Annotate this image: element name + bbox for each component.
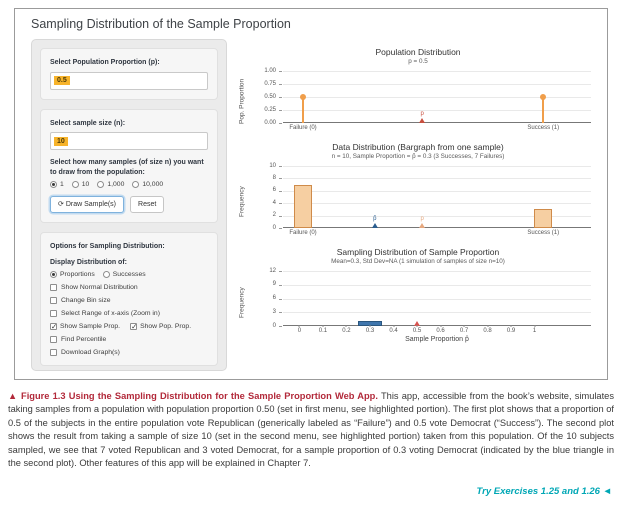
show-pop-prop-option[interactable] (130, 323, 191, 330)
checkbox-label: Select Range of x-axis (Zoom in) (61, 310, 160, 317)
y-tick-label: 0 (272, 322, 276, 329)
gridline (283, 84, 591, 85)
sample-size-panel (40, 109, 218, 224)
y-axis-label: Frequency (238, 186, 246, 217)
y-tick-label: 0.00 (264, 119, 276, 126)
gridline (283, 71, 591, 72)
option-label: Successes (112, 271, 146, 278)
y-tick-label: 3 (272, 308, 276, 315)
x-tick-mark (299, 325, 300, 327)
caption-body: This app, accessible from the book’s website, simulates taking samples from a population with population proportion 0.50 (set in first menu, see highlighted portion). The first plot shows that a proportion of 0.5 of the subjects in the entire population vote Republican (generically labeled as “Failure”) and 0.5 vote Democrat (“Success”). The second plot shows the result from taking a sample of size 10 (set in the second menu, see highlighted portion) taken from this population. Of the 10 subjects sampled, we see that 7 voted Republican and 3 voted Democrat, for a sample proportion of 0.3 voting Democrat (indicated by the blue triangle in the second plot). Other features of this app will be explained in Chapter 7. (8, 391, 614, 469)
figure-title: Using the Sampling Distribution for the Sample Proportion Web App. (68, 391, 378, 401)
y-tick-mark (279, 326, 282, 327)
chart-subtitle: Mean=0.3, Std Dev=NA (1 simulation of samples of size n=10) (331, 258, 505, 265)
options-panel (40, 232, 218, 366)
x-tick-label: 0.9 (506, 328, 516, 334)
y-tick-mark (279, 84, 282, 85)
plot-area (238, 162, 591, 237)
y-tick-mark (279, 299, 282, 300)
display-option-proportions[interactable] (50, 271, 95, 278)
x-tick-label: 0.1 (318, 328, 328, 334)
y-tick-mark (279, 312, 282, 313)
marker-label: p̂ (373, 216, 377, 222)
x-axis-label: Sample Proportion p̂ (405, 336, 469, 343)
option-label: 10,000 (142, 181, 164, 188)
figure-caption (8, 390, 614, 470)
draw-samples-button[interactable] (50, 196, 124, 213)
x-tick-label: 0.6 (436, 328, 445, 334)
population-distribution-chart (237, 47, 599, 132)
lollipop-point (540, 94, 546, 100)
radio-icon[interactable] (132, 181, 139, 188)
population-proportion-panel (40, 48, 218, 100)
y-tick-label: 12 (269, 267, 276, 274)
y-tick-label: 8 (272, 174, 276, 181)
checkbox-icon[interactable] (130, 323, 137, 330)
show-normal-distribution-row[interactable] (50, 284, 208, 291)
num-samples-option-1000[interactable] (97, 181, 124, 188)
x-axis-ticks (283, 326, 591, 335)
x-tick-mark (511, 325, 512, 327)
x-tick-label: 0.4 (389, 328, 398, 334)
x-tick-mark (464, 325, 465, 327)
sidebar (31, 39, 227, 371)
display-option-successes[interactable] (103, 271, 146, 278)
sampling-distribution-chart (237, 247, 599, 343)
y-tick-mark (279, 203, 282, 204)
refresh-icon: ⟳ (58, 201, 64, 208)
x-tick-label: Success (1) (527, 125, 560, 131)
y-tick-label: 2 (272, 212, 276, 219)
x-tick-label: Success (1) (527, 230, 560, 236)
lollipop-stem (542, 97, 544, 123)
x-tick-label: Failure (0) (289, 125, 317, 131)
num-samples-option-1[interactable] (50, 181, 64, 188)
try-exercises-text: Try Exercises 1.25 and 1.26 (476, 486, 600, 497)
checkbox-label: Change Bin size (61, 297, 111, 304)
checkbox-icon[interactable] (50, 349, 57, 356)
plot-area (238, 67, 591, 132)
chart-title: Data Distribution (Bargraph from one sample) (332, 142, 504, 152)
y-tick-label: 9 (272, 281, 276, 288)
show-sample-prop-option[interactable] (50, 323, 120, 330)
radio-icon[interactable] (103, 271, 110, 278)
plot (269, 267, 591, 329)
draw-samples-label: Draw Sample(s) (65, 201, 117, 208)
figure-label: Figure 1.3 (21, 391, 66, 401)
y-tick-mark (279, 271, 282, 272)
y-tick-mark (279, 216, 282, 217)
y-tick-mark (279, 285, 282, 286)
bar (294, 185, 312, 228)
checkbox-icon[interactable] (50, 336, 57, 343)
y-tick-label: 0.25 (264, 106, 276, 113)
change-bin-size-row[interactable] (50, 297, 208, 304)
y-tick-mark (279, 191, 282, 192)
x-tick-label: 0 (297, 328, 302, 334)
lollipop-stem (302, 97, 304, 123)
bar (534, 209, 552, 228)
plot (264, 67, 591, 126)
checkbox-label: Show Normal Distribution (61, 284, 138, 291)
x-tick-mark (393, 325, 394, 327)
checkbox-label: Download Graph(s) (61, 349, 120, 356)
y-tick-mark (279, 97, 282, 98)
select-range-x-axis-row[interactable] (50, 310, 208, 317)
y-tick-label: 6 (272, 187, 276, 194)
charts-column (237, 39, 599, 353)
left-triangle-icon: ◄ (602, 486, 612, 497)
chart-title: Population Distribution (375, 47, 461, 57)
population-proportion-value: 0.5 (54, 76, 70, 85)
x-tick-label: 0.2 (342, 328, 351, 334)
x-tick-label: 0.3 (365, 328, 375, 334)
y-tick-mark (279, 178, 282, 179)
x-tick-mark (487, 325, 488, 327)
checkbox-label: Find Percentile (61, 336, 107, 343)
lollipop-point (300, 94, 306, 100)
gridline (283, 178, 591, 179)
y-tick-label: 6 (272, 295, 276, 301)
x-tick-label: Failure (0) (289, 230, 317, 236)
radio-icon[interactable] (72, 181, 79, 188)
y-tick-label: 4 (272, 199, 276, 206)
checkbox-icon[interactable] (50, 323, 57, 330)
app-title: Sampling Distribution of the Sample Proportion (31, 17, 291, 31)
y-tick-label: 0 (272, 224, 276, 231)
x-axis-ticks (283, 228, 591, 237)
checkbox-icon[interactable] (50, 297, 57, 304)
population-proportion-label: Select Population Proportion (p): (50, 59, 160, 66)
num-samples-label: Select how many samples (of size n) you want to draw from the population: (50, 159, 204, 176)
y-tick-label: 1.00 (264, 67, 276, 74)
download-graphs-row[interactable] (50, 349, 208, 356)
x-tick-mark (346, 325, 347, 327)
reset-button[interactable]: Reset (130, 196, 164, 213)
display-distribution-options (50, 271, 208, 278)
marker-label: p (420, 216, 424, 222)
checkbox-icon[interactable] (50, 284, 57, 291)
sample-buttons-row (50, 196, 208, 213)
plot (269, 162, 591, 231)
x-tick-label: 0.5 (412, 328, 422, 334)
chart-title: Sampling Distribution of Sample Proportion (336, 247, 500, 257)
x-tick-mark (440, 325, 441, 327)
marker-label: p (420, 111, 424, 117)
option-label: 1,000 (107, 181, 125, 188)
checkbox-icon[interactable] (50, 310, 57, 317)
gridline (283, 299, 591, 300)
radio-icon[interactable] (50, 271, 57, 278)
x-tick-label: 0.8 (483, 328, 492, 334)
show-props-row (50, 323, 208, 330)
num-samples-options (50, 181, 208, 188)
radio-icon[interactable] (97, 181, 104, 188)
display-distribution-label: Display Distribution of: (50, 258, 127, 266)
gridline (283, 271, 591, 272)
checkbox-label: Show Pop. Prop. (140, 323, 192, 330)
gridline (283, 203, 591, 204)
sample-size-input[interactable] (50, 132, 208, 150)
sample-size-value: 10 (54, 137, 68, 146)
x-tick-mark (322, 325, 323, 327)
chart-subtitle: p = 0.5 (408, 58, 428, 65)
sample-size-label: Select sample size (n): (50, 119, 126, 127)
y-tick-mark (279, 110, 282, 111)
y-tick-mark (279, 228, 282, 229)
find-percentile-row[interactable] (50, 336, 208, 343)
x-tick-mark (534, 325, 535, 327)
y-tick-label: 10 (269, 162, 276, 169)
num-samples-option-10000[interactable] (132, 181, 163, 188)
y-axis-label: Frequency (238, 287, 246, 319)
checkbox-label: Show Sample Prop. (60, 323, 121, 330)
y-tick-mark (279, 166, 282, 167)
option-label: Proportions (60, 271, 95, 278)
y-tick-label: 0.50 (264, 93, 276, 100)
x-tick-mark (369, 325, 370, 327)
x-tick-label: 1 (532, 328, 537, 334)
option-label: 10 (81, 181, 90, 188)
x-tick-mark (417, 325, 418, 327)
data-distribution-chart (237, 142, 599, 237)
population-proportion-input[interactable] (50, 72, 208, 90)
x-tick-label: 0.7 (459, 328, 469, 334)
gridline (283, 191, 591, 192)
num-samples-option-10[interactable] (72, 181, 90, 188)
y-tick-mark (279, 123, 282, 124)
gridline (283, 285, 591, 286)
options-heading: Options for Sampling Distribution: (50, 243, 165, 250)
gridline (283, 110, 591, 111)
figure-marker-icon: ▲ (8, 391, 18, 401)
gridline (283, 166, 591, 167)
try-exercises-note (477, 486, 612, 497)
radio-icon[interactable] (50, 181, 57, 188)
y-tick-mark (279, 71, 282, 72)
chart-subtitle: n = 10, Sample Proportion = p̂ = 0.3 (3 Successes, 7 Failures) (331, 153, 505, 160)
y-tick-label: 0.75 (264, 80, 276, 87)
gridline (283, 312, 591, 313)
y-axis-label: Pop. Proportion (238, 78, 246, 125)
web-app-window (14, 8, 608, 380)
option-label: 1 (60, 181, 64, 188)
plot-area (238, 267, 591, 335)
x-axis-ticks (283, 123, 591, 132)
